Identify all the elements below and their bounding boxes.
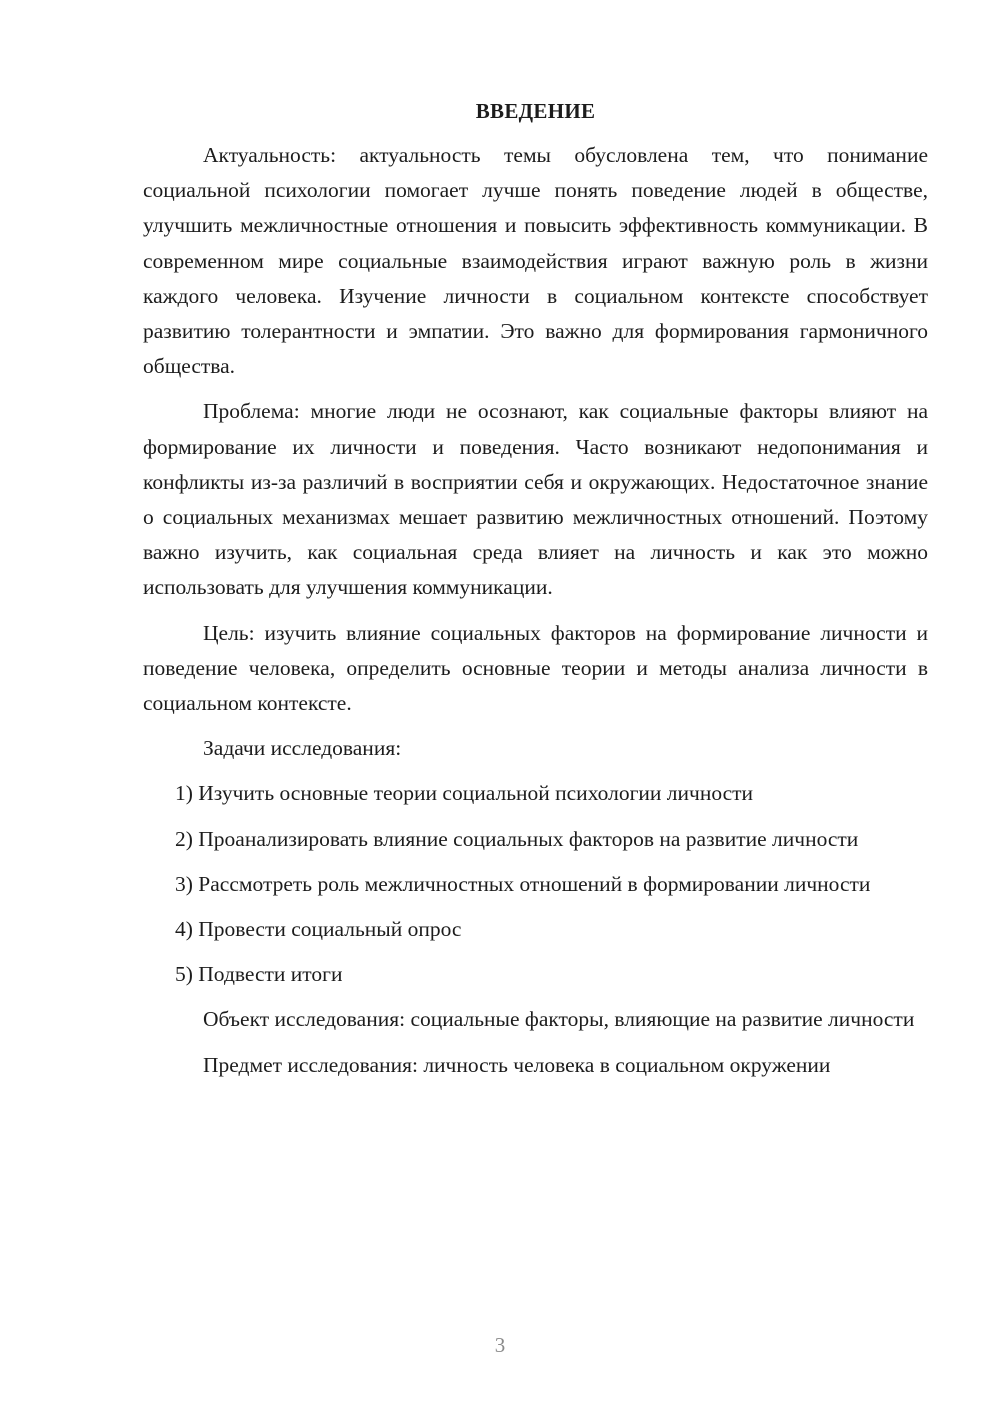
page-number: 3 bbox=[494, 1333, 506, 1357]
task-item: 5) Подвести итоги bbox=[175, 962, 343, 987]
tasks-heading: Задачи исследования: bbox=[203, 736, 402, 761]
object-paragraph: Объект исследования: социальные факторы, влияющие на развитие личности bbox=[203, 1007, 915, 1032]
relevance-paragraph: Актуальность: актуальность темы обусловлена тем, что понимание социальной психологии помогает лучше понять поведение людей в обществе, улучшить межличностные отношения и повысить эффективность коммуникации. В современном мире социальные взаимодействия играют важную роль в жизни каждого человека. Изучение личности в социальном контексте способствует развитию толерантности и эмпатии. Это важно для формирования гармоничного общества. bbox=[143, 143, 928, 379]
subject-paragraph: Предмет исследования: личность человека в социальном окружении bbox=[203, 1052, 831, 1077]
page-title: ВВЕДЕНИЕ bbox=[475, 99, 596, 123]
task-item: 3) Рассмотреть роль межличностных отношений в формировании личности bbox=[175, 871, 871, 896]
problem-paragraph: Проблема: многие люди не осознают, как социальные факторы влияют на формирование их личности и поведения. Часто возникают недопонимания и конфликты из-за различий в восприятии себя и окружающих. Недостаточное знание о социальных механизмах мешает развитию межличностных отношений. Поэтому важно изучить, как социальная среда влияет на личность и как это можно использовать для улучшения коммуникации. bbox=[143, 399, 928, 600]
document-body bbox=[143, 96, 928, 1093]
goal-paragraph: Цель: изучить влияние социальных факторов на формирование личности и поведение человека, определить основные теории и методы анализа личности в социальном контексте. bbox=[143, 620, 928, 716]
task-item: 1) Изучить основные теории социальной психологии личности bbox=[175, 781, 754, 806]
task-item: 2) Проанализировать влияние социальных факторов на развитие личности bbox=[175, 826, 859, 851]
task-item: 4) Провести социальный опрос bbox=[175, 917, 462, 942]
